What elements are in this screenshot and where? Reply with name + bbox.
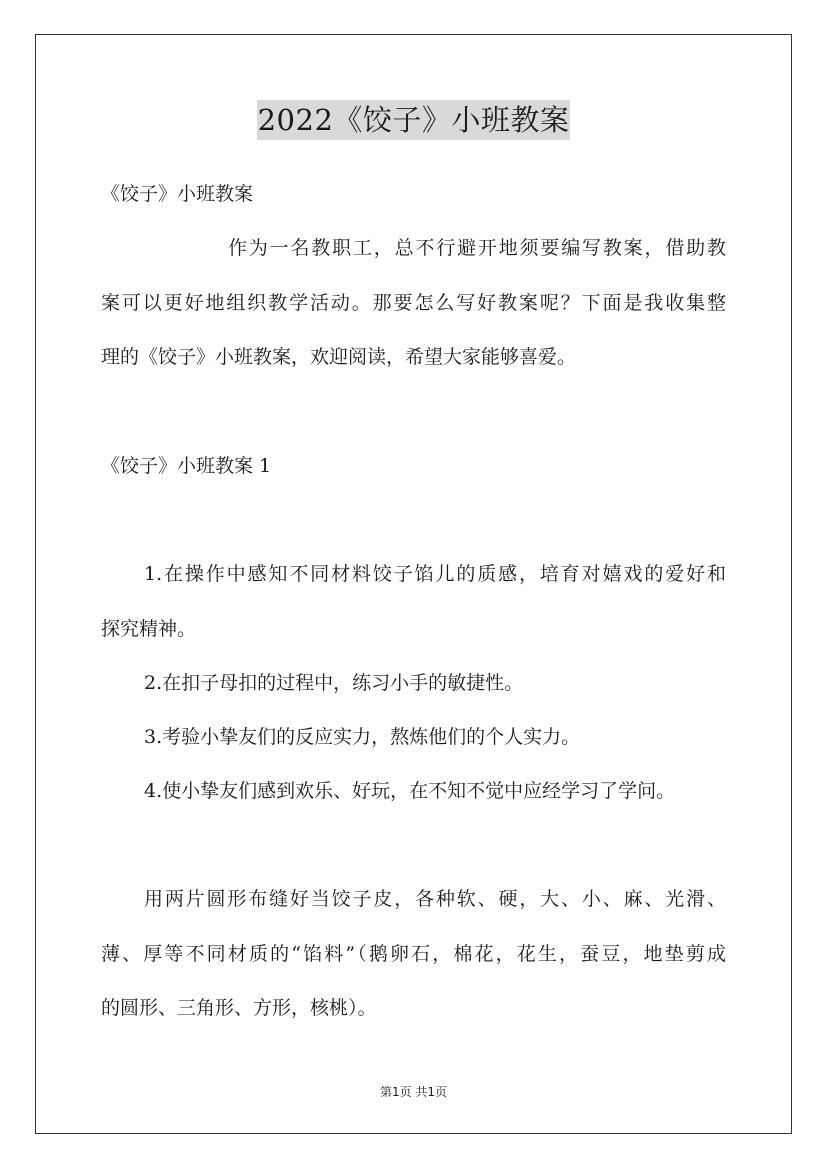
goal-line-4: 4.使小挚友们感到欢乐、好玩，在不知不觉中应经学习了学问。 [144, 780, 676, 802]
document-subtitle: 《饺子》小班教案 [101, 183, 254, 205]
intro-line-3: 理的《饺子》小班教案，欢迎阅读，希望大家能够喜爱。 [101, 346, 577, 368]
page-number: 第1页 共1页 [379, 1085, 448, 1099]
materials-line-1: 用两片圆形布缝好当饺子皮，各种软、硬，大、小、麻、光滑、 [144, 888, 726, 910]
section-heading: 《饺子》小班教案 1 [101, 455, 272, 477]
goal-line-3: 3.考验小挚友们的反应实力，熬炼他们的个人实力。 [144, 726, 581, 748]
goal-line-2: 2.在扣子母扣的过程中，练习小手的敏捷性。 [144, 672, 524, 694]
goal-line-1-cont: 探究精神。 [101, 618, 197, 640]
materials-line-3: 的圆形、三角形、方形，核桃）。 [101, 997, 377, 1019]
document-title: 2022《饺子》小班教案 [257, 100, 571, 140]
goal-line-1: 1.在操作中感知不同材料饺子馅儿的质感，培育对嬉戏的爱好和 [144, 563, 726, 585]
intro-line-1: 作为一名教职工，总不行避开地须要编写教案，借助教 [228, 237, 726, 259]
title-block [0, 100, 827, 140]
materials-line-2: 薄、厚等不同材质的“馅料”（鹅卵石，棉花，花生，蚕豆，地垫剪成 [101, 943, 726, 965]
intro-line-2: 案可以更好地组织教学活动。那要怎么写好教案呢？下面是我收集整 [101, 292, 726, 314]
